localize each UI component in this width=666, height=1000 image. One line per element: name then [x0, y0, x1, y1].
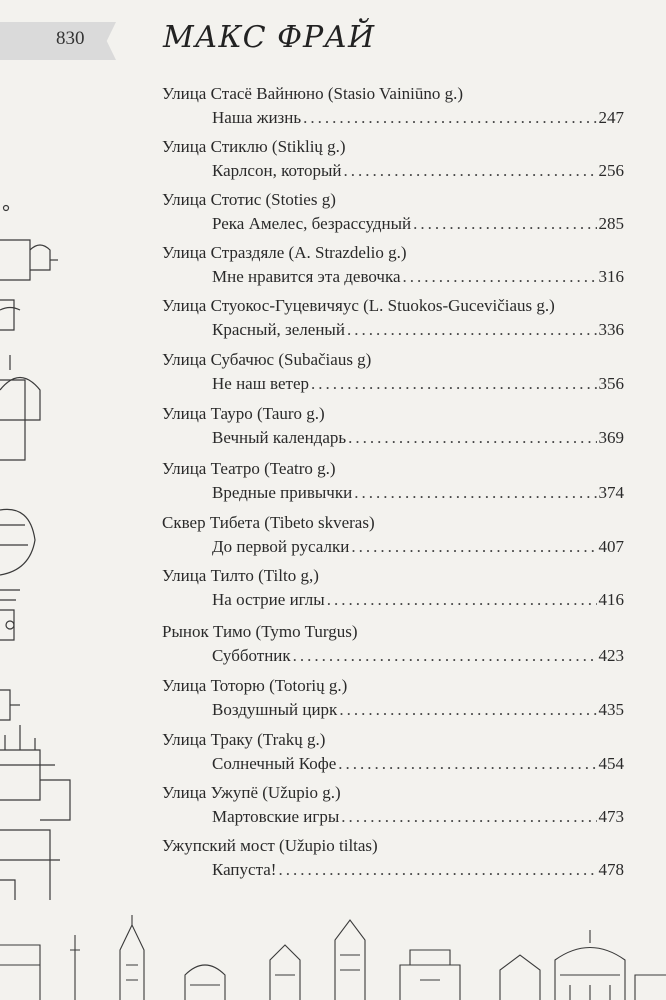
page-ref: 374	[598, 483, 624, 502]
chapter-line[interactable]	[212, 214, 624, 238]
chapter-title: Мне нравится эта девочка	[212, 267, 401, 286]
dot-leader	[311, 374, 596, 394]
street-name: Улица Тауро (Tauro g.)	[162, 404, 325, 423]
chapter-title: Река Амелес, безрассудный	[212, 214, 412, 233]
page-ref: 247	[598, 108, 624, 127]
dot-leader	[343, 161, 596, 181]
dot-leader	[303, 108, 596, 128]
dot-leader	[348, 428, 596, 448]
left-building-illustration	[0, 180, 80, 900]
author-header: МАКС ФРАЙ	[163, 20, 376, 55]
chapter-line[interactable]	[212, 108, 624, 132]
dot-leader	[347, 320, 597, 340]
page-ref: 407	[598, 537, 624, 556]
dot-leader	[351, 537, 596, 557]
chapter-line[interactable]	[212, 320, 624, 344]
street-name: Улица Театро (Teatro g.)	[162, 459, 336, 478]
dot-leader	[293, 646, 597, 666]
street-name: Улица Стотис (Stoties g)	[162, 190, 336, 209]
page-ref: 478	[598, 860, 624, 879]
dot-leader	[341, 807, 596, 827]
chapter-line[interactable]	[212, 267, 624, 291]
chapter-line[interactable]	[212, 860, 624, 884]
chapter-title: Субботник	[212, 646, 291, 665]
dot-leader	[403, 267, 597, 287]
chapter-title: Вредные привычки	[212, 483, 353, 502]
dot-leader	[413, 214, 596, 234]
street-name: Улица Стасё Вайнюно (Stasio Vainiūno g.)	[162, 84, 464, 103]
chapter-line[interactable]	[212, 483, 624, 507]
street-name: Улица Ужупё (Užupio g.)	[162, 783, 341, 802]
chapter-title: Капуста!	[212, 860, 277, 879]
chapter-title: Карлсон, который	[212, 161, 342, 180]
chapter-line[interactable]	[212, 161, 624, 185]
page-ref: 454	[598, 754, 624, 773]
page-ref: 256	[598, 161, 624, 180]
chapter-title: Мартовские игры	[212, 807, 340, 826]
page-ref: 316	[598, 267, 624, 286]
chapter-title: Воздушный цирк	[212, 700, 338, 719]
chapter-title: Вечный календарь	[212, 428, 347, 447]
page-ref: 423	[598, 646, 624, 665]
street-name: Улица Стуокос-Гуцевичяус (L. Stuokos-Gucevičiaus g.)	[162, 296, 555, 315]
skyline-illustration	[0, 905, 666, 1000]
street-name: Ужупский мост (Užupio tiltas)	[162, 836, 378, 855]
dot-leader	[354, 483, 596, 503]
page-number: 830	[56, 28, 85, 49]
chapter-line[interactable]	[212, 646, 624, 670]
street-name: Улица Стиклю (Stiklių g.)	[162, 137, 346, 156]
street-name: Улица Тоторю (Totorių g.)	[162, 676, 348, 695]
chapter-title: Солнечный Кофе	[212, 754, 337, 773]
street-name: Улица Траку (Trakų g.)	[162, 730, 326, 749]
street-name: Улица Субачюс (Subačiaus g)	[162, 350, 372, 369]
chapter-line[interactable]	[212, 428, 624, 452]
chapter-title: На острие иглы	[212, 590, 325, 609]
street-name: Сквер Тибета (Tibeto skveras)	[162, 513, 375, 532]
page-ref: 336	[598, 320, 624, 339]
chapter-title: Красный, зеленый	[212, 320, 345, 339]
chapter-line[interactable]	[212, 807, 624, 831]
chapter-title: Не наш ветер	[212, 374, 310, 393]
chapter-title: До первой русалки	[212, 537, 350, 556]
chapter-line[interactable]	[212, 590, 624, 614]
street-name: Рынок Тимо (Tymo Turgus)	[162, 622, 358, 641]
chapter-line[interactable]	[212, 537, 624, 561]
page-ref: 285	[598, 214, 624, 233]
chapter-title: Наша жизнь	[212, 108, 302, 127]
page-ref: 369	[598, 428, 624, 447]
page-ref: 416	[598, 590, 624, 609]
page-ref: 473	[598, 807, 624, 826]
dot-leader	[278, 860, 596, 880]
dot-leader	[327, 590, 597, 610]
dot-leader	[339, 700, 596, 720]
page-ref: 435	[598, 700, 624, 719]
dot-leader	[338, 754, 596, 774]
page-ref: 356	[598, 374, 624, 393]
street-name: Улица Тилто (Tilto g,)	[162, 566, 319, 585]
chapter-line[interactable]	[212, 754, 624, 778]
chapter-line[interactable]	[212, 374, 624, 398]
street-name: Улица Страздяле (A. Strazdelio g.)	[162, 243, 407, 262]
chapter-line[interactable]	[212, 700, 624, 724]
